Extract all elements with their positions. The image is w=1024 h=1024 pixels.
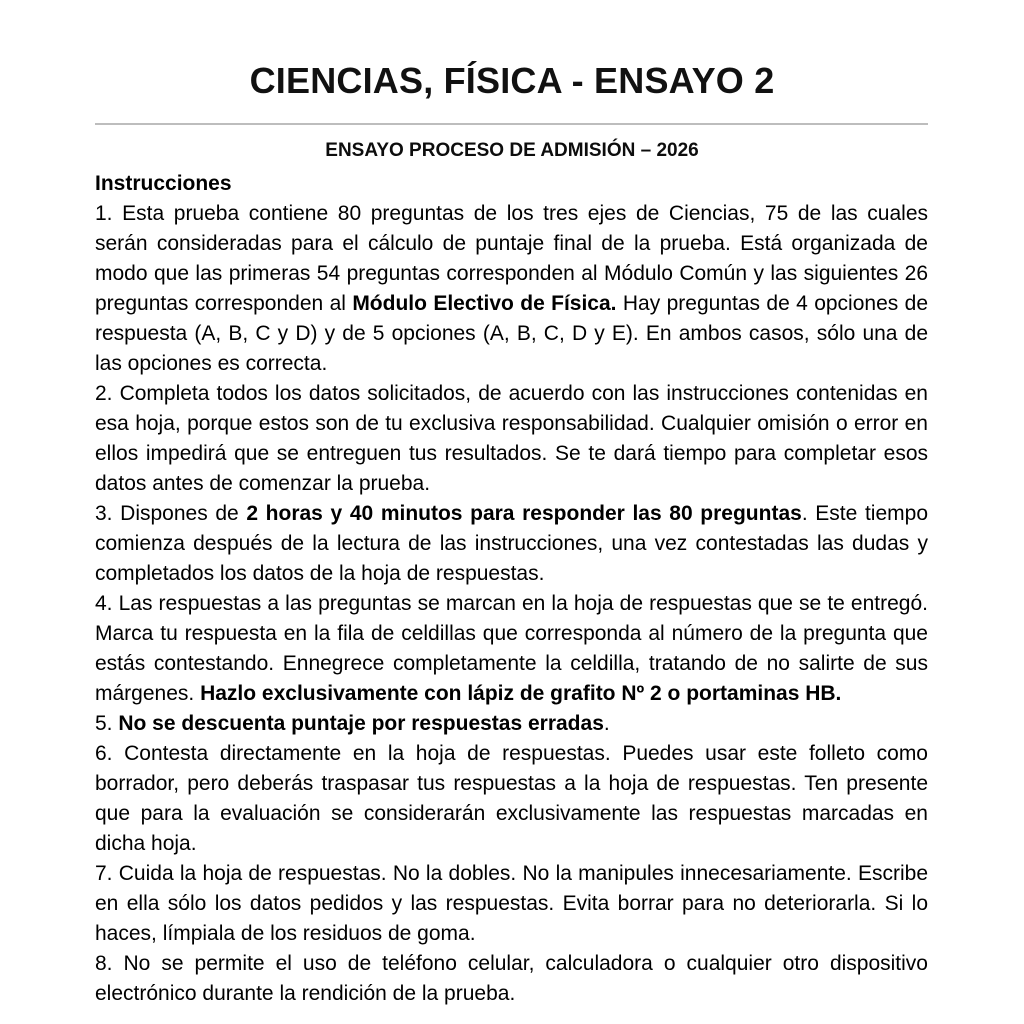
instructions-block — [95, 163, 928, 1009]
instruction-item — [95, 199, 928, 379]
instruction-item — [95, 589, 928, 709]
instruction-text: 7. Cuida la hoja de respuestas. No la dobles. No la manipules innecesariamente. Escribe en ella sólo los datos pedidos y las respuestas. Evita borrar para no deteriorarla. Si lo haces, límpiala de los residuos de goma. — [95, 862, 928, 945]
instruction-item — [95, 949, 928, 1009]
instructions-heading: Instrucciones — [95, 172, 232, 195]
instruction-text: 4. Las respuestas a las preguntas se marcan en la hoja de respuestas que se te entregó. Marca tu respuesta en la fila de celdillas que corresponda al número de la pregunta que estás contestando. Ennegrece completamente la celdilla, tratando de no salirte de sus márgenes. — [95, 592, 928, 705]
instruction-text: Hay preguntas de 4 opciones de respuesta (A, B, C y D) y de 5 opciones (A, B, C, D y E). En ambos casos, sólo una de las opciones es correcta. — [95, 292, 929, 375]
instruction-item — [95, 499, 928, 589]
instruction-emphasis: Módulo Electivo de Física. — [352, 292, 617, 315]
instruction-text: . — [603, 712, 610, 735]
instruction-emphasis: 2 horas y 40 minutos para responder las 80 preguntas — [246, 502, 802, 525]
instruction-item — [95, 739, 928, 859]
page-title: CIENCIAS, FÍSICA - ENSAYO 2 — [249, 60, 775, 101]
instruction-text: 8. No se permite el uso de teléfono celular, calculadora o cualquier otro dispositivo electrónico durante la rendición de la prueba. — [95, 952, 928, 1005]
instruction-emphasis: No se descuenta puntaje por respuestas erradas — [118, 712, 604, 735]
instruction-text: . Este tiempo comienza después de la lectura de las instrucciones, una vez contestadas las dudas y completados los datos de la hoja de respuestas. — [95, 502, 928, 585]
instruction-item — [95, 379, 928, 499]
instruction-text: 2. Completa todos los datos solicitados, de acuerdo con las instrucciones contenidas en esa hoja, porque estos son de tu exclusiva responsabilidad. Cualquier omisión o error en ellos impedirá que se entreguen tus resultados. Se te dará tiempo para completar esos datos antes de comenzar la prueba. — [95, 382, 928, 495]
instruction-emphasis: Hazlo exclusivamente con lápiz de grafito Nº 2 o portaminas HB. — [200, 682, 842, 705]
instruction-item — [95, 709, 928, 739]
instruction-text: 3. Dispones de — [95, 502, 247, 525]
instruction-list — [95, 199, 928, 1009]
instruction-text: 5. — [95, 712, 119, 735]
instruction-item — [95, 859, 928, 949]
instruction-text: 1. Esta prueba contiene 80 preguntas de los tres ejes de Ciencias, 75 de las cuales serán consideradas para el cálculo de puntaje final de la prueba. Está organizada de modo que las primeras 54 preguntas corresponden al Módulo Común y las siguientes 26 preguntas corresponden al — [95, 202, 928, 315]
document-subtitle: ENSAYO PROCESO DE ADMISIÓN – 2026 — [325, 140, 699, 161]
instruction-text: 6. Contesta directamente en la hoja de respuestas. Puedes usar este folleto como borrador, pero deberás traspasar tus respuestas a la hoja de respuestas. Ten presente que para la evaluación se considerarán exclusivamente las respuestas marcadas en dicha hoja. — [95, 742, 928, 855]
